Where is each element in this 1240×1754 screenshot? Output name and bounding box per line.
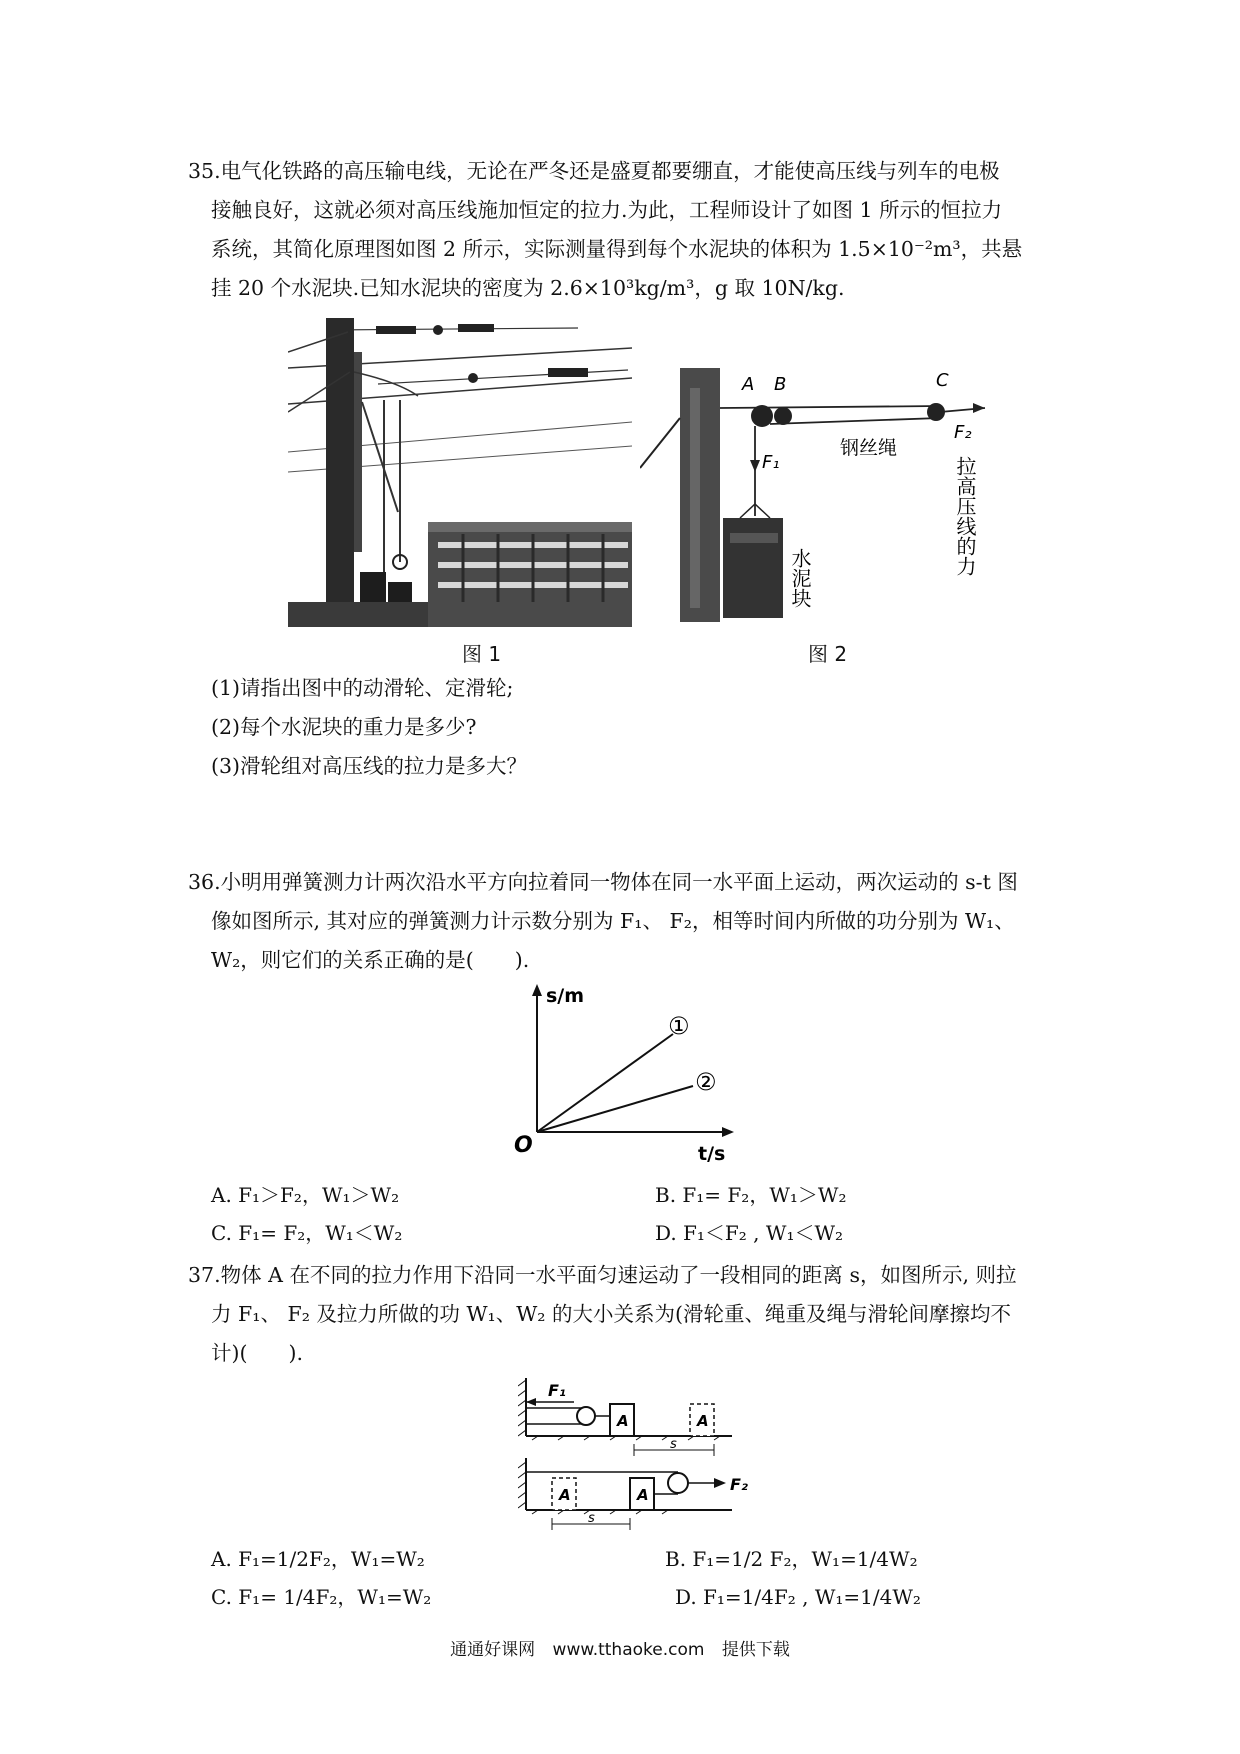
q37-line-1: 37.物体 A 在不同的拉力作用下沿同一水平面匀速运动了一段相同的距离 s，如图所示, 则拉 — [188, 1263, 1017, 1287]
q36-line-2: 像如图所示, 其对应的弹簧测力计示数分别为 F₁、 F₂，相等时间内所做的功分别为 W₁、 — [211, 909, 1015, 933]
q35-line-3: 系统，其简化原理图如图 2 所示，实际测量得到每个水泥块的体积为 1.5×10⁻²m³，共悬 — [211, 237, 1023, 261]
figure-2-diagram — [640, 368, 990, 622]
label-F1: F₁ — [762, 452, 780, 473]
q37-option-d[interactable]: D. F₁=1/4F₂ , W₁=1/4W₂ — [675, 1585, 921, 1609]
y-axis-label: s/m — [546, 985, 585, 1007]
q36-line-3: W₂，则它们的关系正确的是( ). — [211, 948, 530, 972]
q37-line-3: 计)( ). — [211, 1341, 304, 1365]
q35-line-2: 接触良好，这就必须对高压线施加恒定的拉力.为此，工程师设计了如图 1 所示的恒拉力 — [211, 198, 1003, 222]
q35-sub-3: (3)滑轮组对高压线的拉力是多大？ — [211, 754, 528, 778]
q35-sub-1: (1)请指出图中的动滑轮、定滑轮; — [211, 676, 514, 700]
line-2-label: ② — [695, 1068, 717, 1096]
q37-option-c[interactable]: C. F₁= 1/4F₂，W₁=W₂ — [211, 1585, 432, 1609]
page-footer — [0, 1635, 1240, 1660]
label-A: A — [742, 374, 755, 395]
footer-url[interactable]: www.tthaoke.com — [552, 1640, 705, 1660]
footer-note: 提供下载 — [721, 1640, 790, 1660]
s-t-graph — [508, 982, 748, 1164]
footer-site: 通通好课网 — [450, 1640, 536, 1660]
q37-option-a[interactable]: A. F₁=1/2F₂，W₁=W₂ — [211, 1547, 425, 1571]
q35-line-1: 35.电气化铁路的高压输电线，无论在严冬还是盛夏都要绷直，才能使高压线与列车的电极 — [188, 159, 1000, 183]
label-F2: F₂ — [730, 1475, 748, 1494]
block-A-bottom: A — [637, 1486, 649, 1504]
block-A-top: A — [617, 1412, 629, 1430]
figure-1-photo — [288, 312, 632, 627]
block-A-bottom-dashed: A — [559, 1486, 571, 1504]
q37-option-b[interactable]: B. F₁=1/2 F₂，W₁=1/4W₂ — [665, 1547, 918, 1571]
q35-sub-2: (2)每个水泥块的重力是多少? — [211, 715, 477, 739]
block-A-top-dashed: A — [697, 1412, 709, 1430]
label-B: B — [774, 374, 787, 395]
label-cement-block: 水泥块 — [788, 548, 812, 608]
label-F1: F₁ — [548, 1381, 566, 1400]
line-2 — [537, 1086, 693, 1132]
q36-line-1: 36.小明用弹簧测力计两次沿水平方向拉着同一物体在同一水平面上运动，两次运动的 s-t 图 — [188, 870, 1018, 894]
q36-option-b[interactable]: B. F₁= F₂，W₁＞W₂ — [655, 1183, 847, 1207]
label-pull-force: 拉高压线的力 — [953, 456, 977, 576]
q36-option-c[interactable]: C. F₁= F₂，W₁＜W₂ — [211, 1221, 403, 1245]
x-axis-label: t/s — [698, 1143, 726, 1164]
distance-s-bottom: s — [588, 1511, 595, 1526]
q36-option-a[interactable]: A. F₁＞F₂，W₁＞W₂ — [211, 1183, 400, 1207]
q36-option-d[interactable]: D. F₁＜F₂ , W₁＜W₂ — [655, 1221, 844, 1245]
line-1-label: ① — [668, 1012, 690, 1040]
label-F2: F₂ — [954, 422, 972, 443]
line-1 — [537, 1034, 673, 1132]
label-C: C — [936, 370, 949, 391]
pulley-figure — [518, 1376, 748, 1530]
q35-line-4: 挂 20 个水泥块.已知水泥块的密度为 2.6×10³kg/m³，g 取 10N/kg. — [211, 276, 845, 300]
figure-2-caption: 图 2 — [808, 642, 848, 666]
figure-1-caption: 图 1 — [462, 642, 502, 666]
origin-label: O — [514, 1133, 533, 1158]
label-steel-rope: 钢丝绳 — [840, 437, 898, 459]
distance-s-top: s — [670, 1437, 677, 1452]
q37-line-2: 力 F₁、 F₂ 及拉力所做的功 W₁、W₂ 的大小关系为(滑轮重、绳重及绳与滑轮间摩擦均不 — [211, 1302, 1012, 1326]
